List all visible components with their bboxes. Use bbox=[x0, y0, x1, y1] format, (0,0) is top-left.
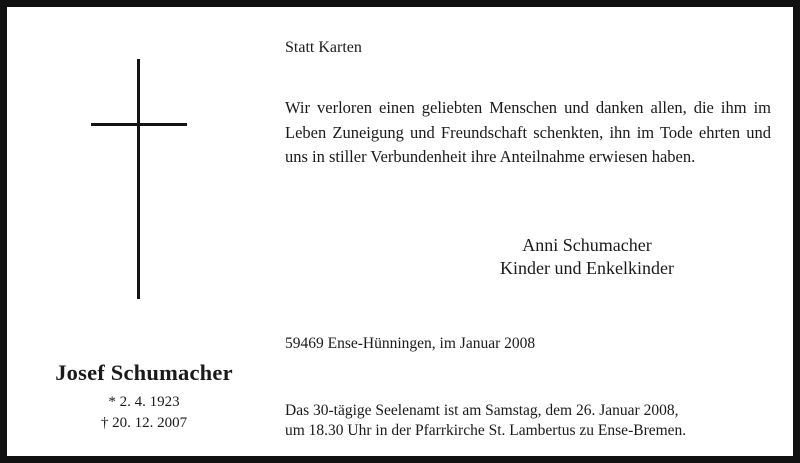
notice-heading: Statt Karten bbox=[285, 39, 362, 56]
thank-you-message: Wir verloren einen geliebten Menschen und danken allen, die ihm im Leben Zuneigung und Freundschaft schenkten, ihn im Tode ehrten und uns in stiller Verbundenheit ihre Anteilnahme erwiesen haben. bbox=[285, 98, 771, 166]
requiem-notice-line-1: Das 30-tägige Seelenamt ist am Samstag, dem 26. Januar 2008, bbox=[285, 402, 679, 419]
place-date: 59469 Ense-Hünningen, im Januar 2008 bbox=[285, 335, 536, 352]
death-date: † 20. 12. 2007 bbox=[100, 415, 188, 431]
signer-family: Kinder und Enkelkinder bbox=[500, 258, 674, 278]
birth-date: * 2. 4. 1923 bbox=[108, 394, 180, 410]
signer-name: Anni Schumacher bbox=[522, 235, 652, 255]
signers-block bbox=[447, 234, 727, 280]
cross-horizontal-bar bbox=[91, 123, 187, 126]
deceased-block bbox=[29, 360, 259, 434]
cross-vertical-bar bbox=[137, 59, 140, 299]
deceased-name: Josef Schumacher bbox=[55, 360, 233, 385]
requiem-notice bbox=[285, 401, 773, 440]
requiem-notice-line-2: um 18.30 Uhr in der Pfarrkirche St. Lambertus zu Ense-Bremen. bbox=[285, 421, 687, 439]
